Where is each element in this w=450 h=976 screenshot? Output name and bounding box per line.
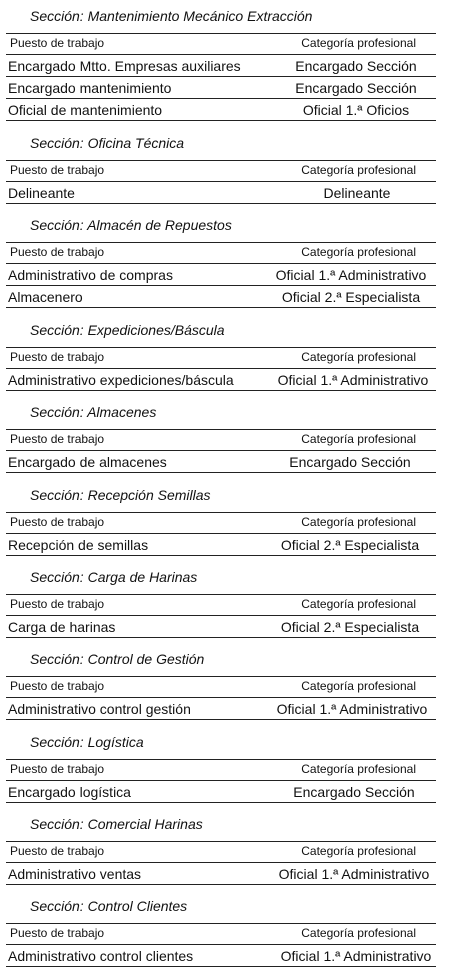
- section-block: [0, 486, 450, 557]
- cell-puesto: Almacenero: [8, 289, 83, 305]
- cell-puesto: Carga de harinas: [8, 619, 116, 635]
- section-title: Sección: Mantenimiento Mecánico Extracción: [30, 8, 313, 24]
- table-rule: [6, 390, 436, 391]
- cell-categoria: Oficial 1.ª Administrativo: [278, 866, 430, 882]
- table-row: [0, 862, 450, 884]
- table-row: [0, 181, 450, 203]
- cell-puesto: Encargado mantenimiento: [8, 80, 172, 96]
- table-rule: [6, 120, 436, 121]
- header-puesto: Puesto de trabajo: [10, 679, 105, 693]
- cell-puesto: Encargado Mtto. Empresas auxiliares: [8, 58, 241, 74]
- header-puesto: Puesto de trabajo: [10, 926, 105, 940]
- table-row: [0, 615, 450, 637]
- section-block: [0, 134, 450, 205]
- table-row: [0, 533, 450, 555]
- header-categoria: Categoría profesional: [301, 432, 416, 446]
- cell-puesto: Encargado de almacenes: [8, 454, 167, 470]
- cell-puesto: Oficial de mantenimiento: [8, 102, 163, 118]
- table-rule: [6, 512, 436, 513]
- section-title: Sección: Logística: [30, 734, 144, 750]
- cell-categoria: Oficial 1.ª Oficios: [302, 102, 410, 118]
- section-block: [0, 733, 450, 804]
- cell-categoria: Oficial 1.ª Administrativo: [280, 948, 432, 964]
- table-rule: [6, 472, 436, 473]
- cell-puesto: Administrativo control clientes: [8, 948, 194, 964]
- table-row: [0, 285, 450, 307]
- table-row: [0, 98, 450, 120]
- section-block: [0, 216, 450, 309]
- cell-puesto: Recepción de semillas: [8, 537, 149, 553]
- header-categoria: Categoría profesional: [301, 762, 416, 776]
- table-rule: [6, 676, 436, 677]
- section-title: Sección: Control Clientes: [30, 898, 188, 914]
- table-rule: [6, 242, 436, 243]
- cell-categoria: Encargado Sección: [295, 80, 417, 96]
- cell-puesto: Administrativo control gestión: [8, 701, 191, 717]
- cell-categoria: Oficial 2.ª Especialista: [280, 619, 420, 635]
- header-categoria: Categoría profesional: [301, 926, 416, 940]
- table-rule: [6, 719, 436, 720]
- cell-categoria: Encargado Sección: [295, 58, 417, 74]
- table-row: [0, 368, 450, 390]
- header-categoria: Categoría profesional: [301, 36, 416, 50]
- table-rule: [6, 637, 436, 638]
- table-rule: [6, 841, 436, 842]
- table-rule: [6, 429, 436, 430]
- section-title: Sección: Carga de Harinas: [30, 569, 198, 585]
- header-categoria: Categoría profesional: [301, 679, 416, 693]
- header-puesto: Puesto de trabajo: [10, 597, 105, 611]
- section-title: Sección: Comercial Harinas: [30, 816, 203, 832]
- cell-puesto: Administrativo expediciones/báscula: [8, 372, 234, 388]
- header-categoria: Categoría profesional: [301, 844, 416, 858]
- cell-categoria: Oficial 1.ª Administrativo: [276, 701, 428, 717]
- table-rule: [6, 203, 436, 204]
- cell-puesto: Administrativo de compras: [8, 267, 173, 283]
- cell-categoria: Oficial 2.ª Especialista: [281, 289, 421, 305]
- table-rule: [6, 884, 436, 885]
- table-row: [0, 944, 450, 966]
- cell-categoria: Encargado Sección: [289, 454, 411, 470]
- cell-categoria: Encargado Sección: [293, 784, 415, 800]
- header-categoria: Categoría profesional: [301, 245, 416, 259]
- section-title: Sección: Control de Gestión: [30, 651, 205, 667]
- table-rule: [6, 347, 436, 348]
- header-puesto: Puesto de trabajo: [10, 350, 105, 364]
- table-row: [0, 697, 450, 719]
- header-categoria: Categoría profesional: [301, 163, 416, 177]
- section-title: Sección: Oficina Técnica: [30, 135, 185, 151]
- cell-puesto: Delineante: [8, 185, 75, 201]
- header-categoria: Categoría profesional: [301, 515, 416, 529]
- table-row: [0, 76, 450, 98]
- header-categoria: Categoría profesional: [301, 597, 416, 611]
- cell-categoria: Oficial 1.ª Administrativo: [275, 267, 427, 283]
- header-puesto: Puesto de trabajo: [10, 844, 105, 858]
- table-rule: [6, 555, 436, 556]
- section-block: [0, 7, 450, 122]
- section-title: Sección: Almacenes: [30, 404, 157, 420]
- table-rule: [6, 33, 436, 34]
- section-block: [0, 650, 450, 721]
- table-rule: [6, 160, 436, 161]
- header-puesto: Puesto de trabajo: [10, 515, 105, 529]
- section-block: [0, 815, 450, 886]
- cell-puesto: Encargado logística: [8, 784, 131, 800]
- table-row: [0, 54, 450, 76]
- section-title: Sección: Recepción Semillas: [30, 487, 211, 503]
- header-categoria: Categoría profesional: [301, 350, 416, 364]
- header-puesto: Puesto de trabajo: [10, 163, 105, 177]
- table-rule: [6, 923, 436, 924]
- section-title: Sección: Expediciones/Báscula: [30, 322, 225, 338]
- header-puesto: Puesto de trabajo: [10, 245, 105, 259]
- section-block: [0, 403, 450, 474]
- header-puesto: Puesto de trabajo: [10, 36, 105, 50]
- cell-categoria: Oficial 1.ª Administrativo: [277, 372, 429, 388]
- table-rule: [6, 307, 436, 308]
- section-block: [0, 321, 450, 392]
- table-rule: [6, 802, 436, 803]
- table-row: [0, 263, 450, 285]
- header-puesto: Puesto de trabajo: [10, 432, 105, 446]
- table-row: [0, 450, 450, 472]
- table-rule: [6, 759, 436, 760]
- table-row: [0, 780, 450, 802]
- cell-categoria: Delineante: [323, 185, 391, 201]
- header-puesto: Puesto de trabajo: [10, 762, 105, 776]
- table-rule: [6, 966, 436, 967]
- section-title: Sección: Almacén de Repuestos: [30, 217, 232, 233]
- cell-puesto: Administrativo ventas: [8, 866, 142, 882]
- section-block: [0, 568, 450, 639]
- section-block: [0, 897, 450, 968]
- cell-categoria: Oficial 2.ª Especialista: [280, 537, 420, 553]
- table-rule: [6, 594, 436, 595]
